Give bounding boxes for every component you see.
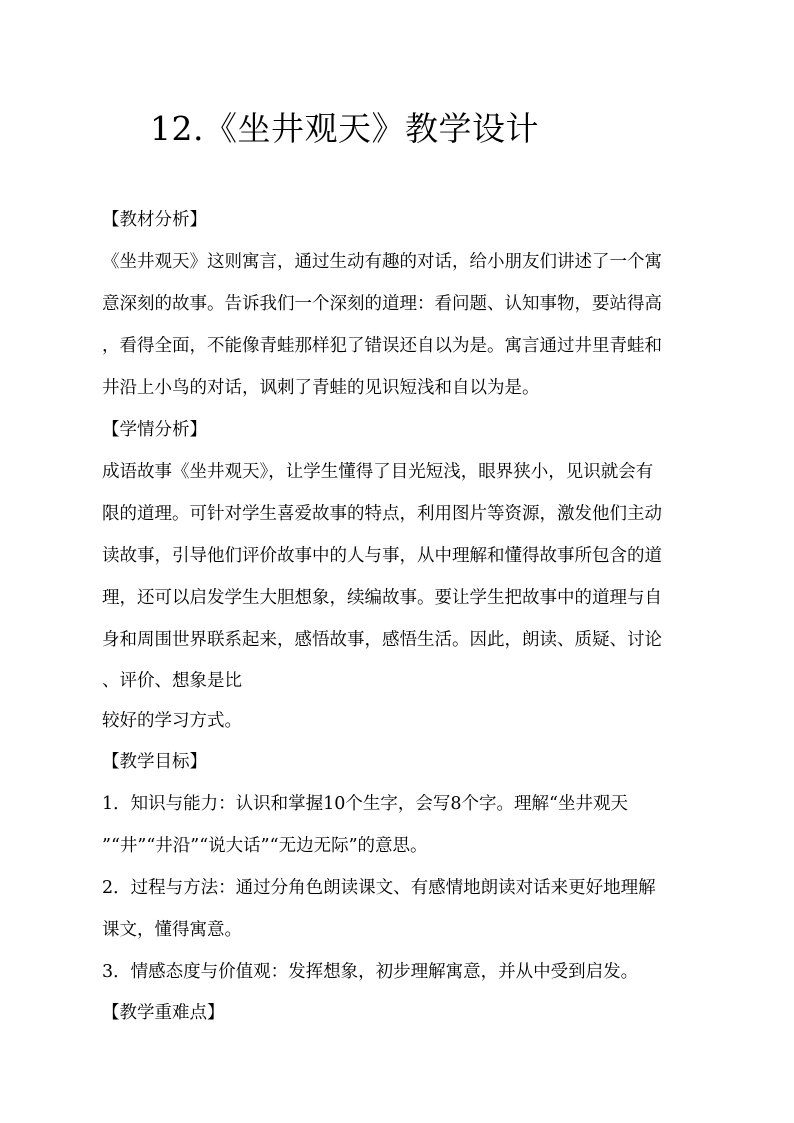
- section-heading-material: 【教材分析】: [102, 210, 207, 230]
- paragraph-line: 理，还可以启发学生大胆想象，续编故事。要让学生把故事中的道理与自: [102, 588, 662, 608]
- goal-item-continued: 课文，懂得寓意。: [102, 920, 242, 940]
- goal-item: 1．知识与能力：认识和掌握10个生字，会写8个字。理解“坐井观天: [102, 794, 628, 814]
- paragraph-line: 意深刻的故事。告诉我们一个深刻的道理：看问题、认知事物，要站得高: [102, 294, 662, 314]
- paragraph-line: 成语故事《坐井观天》，让学生懂得了目光短浅，眼界狭小，见识就会有: [102, 462, 654, 482]
- document-title: 12.《坐井观天》教学设计: [150, 109, 539, 148]
- paragraph-line: 井沿上小鸟的对话，讽刺了青蛙的见识短浅和自以为是。: [102, 378, 540, 398]
- paragraph-line: 《坐井观天》这则寓言，通过生动有趣的对话，给小朋友们讲述了一个寓: [102, 252, 662, 272]
- goal-item-continued: ”“井”“井沿”“说大话”“无边无际”的意思。: [102, 836, 428, 856]
- section-heading-keypoints: 【教学重难点】: [102, 1003, 225, 1023]
- paragraph-line: ，看得全面，不能像青蛙那样犯了错误还自以为是。寓言通过井里青蛙和: [102, 336, 662, 356]
- paragraph-line: 读故事，引导他们评价故事中的人与事，从中理解和懂得故事所包含的道: [102, 546, 662, 566]
- goal-item: 2．过程与方法：通过分角色朗读课文、有感情地朗读对话来更好地理解: [102, 878, 656, 898]
- paragraph-line: 较好的学习方式。: [102, 711, 242, 731]
- paragraph-line: 身和周围世界联系起来，感悟故事，感悟生活。因此，朗读、质疑、讨论: [102, 630, 662, 650]
- section-heading-students: 【学情分析】: [102, 420, 207, 440]
- paragraph-line: 限的道理。可针对学生喜爱故事的特点，利用图片等资源，激发他们主动: [102, 504, 662, 524]
- section-heading-goals: 【教学目标】: [102, 752, 207, 772]
- goal-item: 3．情感态度与价值观：发挥想象，初步理解寓意，并从中受到启发。: [102, 962, 639, 982]
- paragraph-line: 、评价、想象是比: [102, 671, 242, 691]
